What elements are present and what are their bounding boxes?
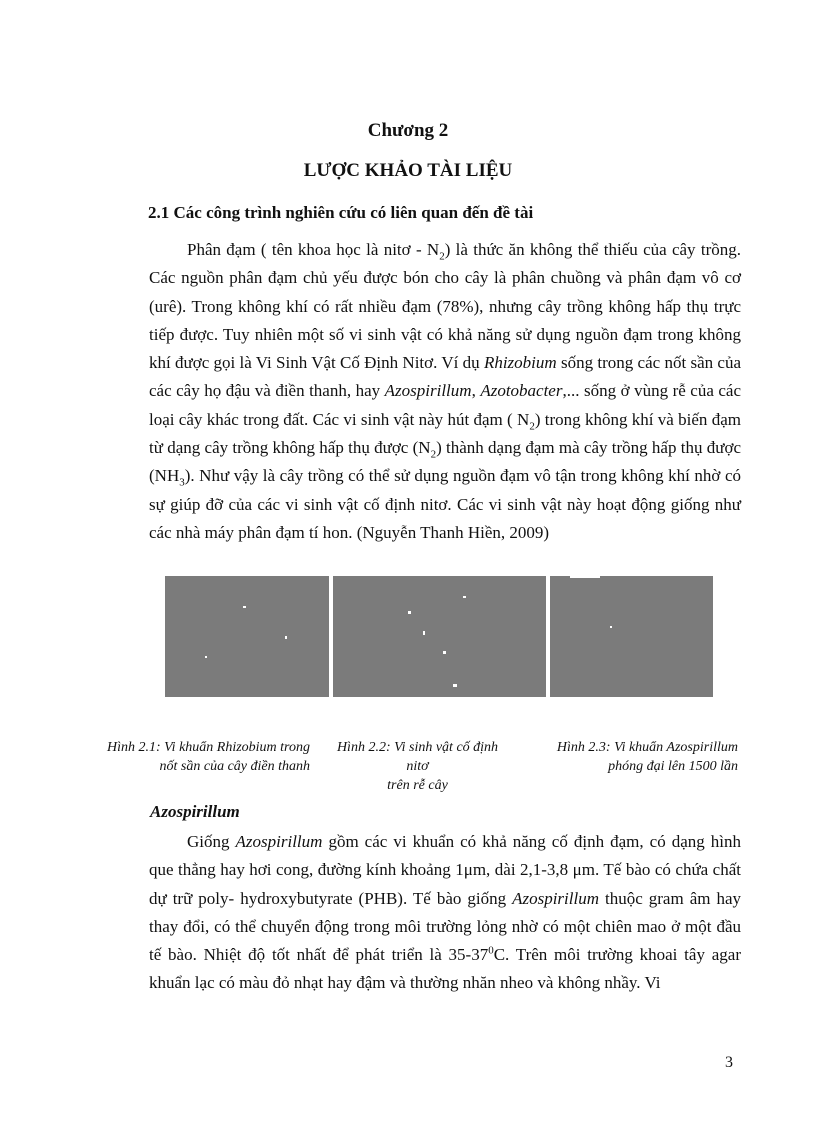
page-number: 3 (725, 1054, 733, 1071)
subsection-heading: Azospirillum (150, 802, 240, 821)
figure-image-nitrogen-fixer (333, 576, 546, 697)
chapter-label: Chương 2 (367, 120, 449, 141)
azospirillum-paragraph: Giống Azospirillum gồm các vi khuẩn có khả năng cố định đạm, có dạng hình que thẳng hay hơi cong, đường kính khoảng 1μm, dài 2,1-3,8 μm. Tế bào có chứa chất dự trữ poly- hydroxybutyrate (PHB). Tế bào giống Azospirillum thuộc gram âm hay thay đổi, có thể chuyển động trong môi trường lỏng nhờ có một chiên mao ở một đầu tế bào. Nhiệt độ tốt nhất để phát triển là $35-37^0C$. Trên môi trường khoai tây agar khuẩn lạc có màu đỏ nhạt hay đậm và thường nhăn nheo và không nhầy. Vi (149, 832, 742, 993)
figure-caption-1: Hình 2.1: Vi khuẩn Rhizobium trong nốt sần của cây điền thanh (107, 740, 310, 774)
figure-caption-3: Hình 2.3: Vi khuẩn Azospirillum phóng đại lên 1500 lần (556, 740, 738, 774)
intro-paragraph: Phân đạm ( tên khoa học là nitơ - $N_2$) là thức ăn không thể thiếu của cây trồng. Các nguồn phân đạm chủ yếu được bón cho cây là phân chuồng và phân đạm vô cơ (urê). Trong không khí có rất nhiều đạm (78%), nhưng cây trồng không hấp thụ trực tiếp được. Tuy nhiên một số vi sinh vật có khả năng sử dụng nguồn đạm trong không khí được gọi là Vi Sinh Vật Cố Định Nitơ. Ví dụ Rhizobium sống trong các nốt sần của các cây họ đậu và điền thanh, hay Azospirillum, Azotobacter,... sống ở vùng rễ của các loại cây khác trong đất. Các vi sinh vật này hút đạm ( $N_2$) trong không khí và biến đạm từ dạng cây trồng không hấp thụ được $(N_2)$ thành dạng đạm mà cây trồng hấp thụ được $(NH_3)$. Như vậy là cây trồng có thể sử dụng nguồn đạm vô tận trong không khí nhờ có sự giúp đỡ của các vi sinh vật cố định nitơ. Các vi sinh vật này hoạt động giống như các nhà máy phân đạm tí hon. (Nguyễn Thanh Hiền, 2009) (149, 240, 742, 542)
figure-image-azospirillum (550, 576, 713, 697)
figure-image-rhizobium (165, 576, 329, 697)
figure-caption-2: Hình 2.2: Vi sinh vật cố định nitơ trên rễ cây (336, 740, 499, 793)
chapter-title: LƯỢC KHẢO TÀI LIỆU (303, 160, 513, 181)
section-heading: 2.1 Các công trình nghiên cứu có liên quan đến đề tài (148, 203, 534, 222)
